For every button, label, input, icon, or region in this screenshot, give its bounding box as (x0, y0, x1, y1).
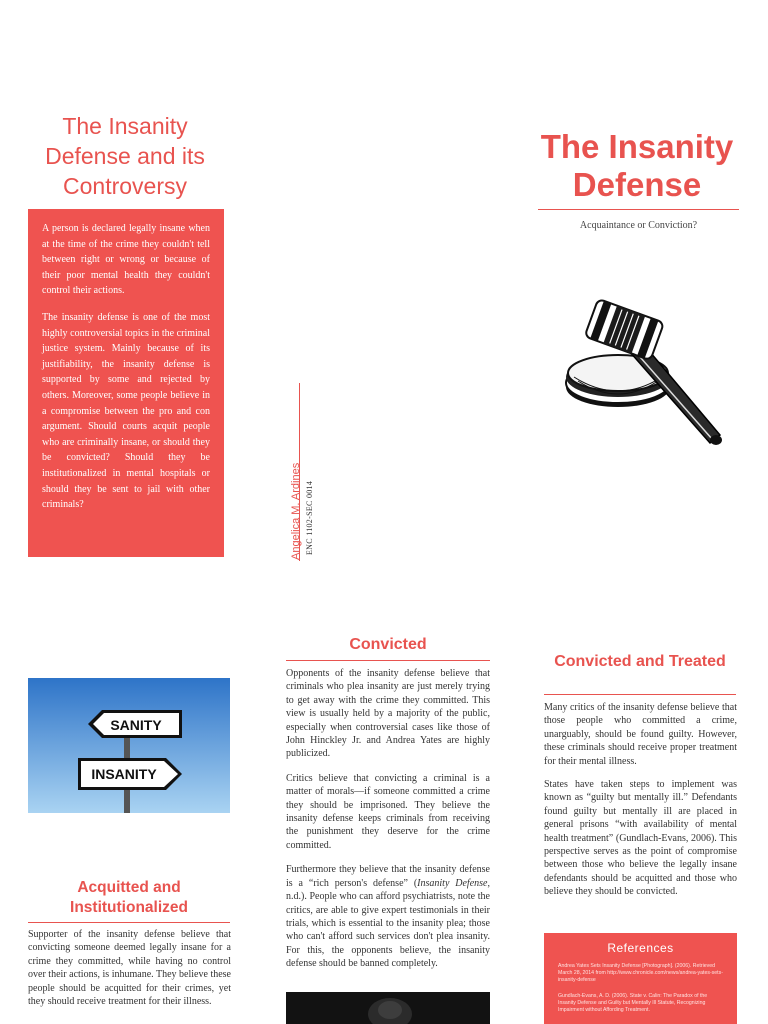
citation-title: Insanity Defense (417, 877, 488, 889)
intro-paragraph: The insanity defense is one of the most highly controversial topics in the criminal justice system. Mainly because of its justifiability, the insanity defense is supported by some and rejected by others. Moreover, some people believe in a compromise between the pro and con argument. Should courts acquit people who are criminally insane, or should they be convicted? Should they be institutionalized in mental hospitals or should they be sent to jail with other criminals? (42, 311, 210, 511)
cover-title: The Insanity Defense (540, 128, 734, 203)
paragraph-text: , n.d.). People who can afford psychiatrists, note the critics, are able to give expert testimonials in their trials, which is essential to the insanity plea; those who can't afford such services don't plea insanity. For this, the opponents believe, the insanity defense should be banned completely. (286, 877, 490, 970)
panel-title: The Insanity Defense and its Controversy (45, 113, 205, 199)
references-title: References (607, 941, 674, 955)
reference-entry: Andrea Yates Sets Insanity Defense [Photograph]. (2006). Retrieved March 28, 2014 from http://www.chronicle.com/news/andrea-yates-sets-insanity-defense (558, 963, 723, 983)
cover-divider (538, 209, 739, 210)
section-title-convicted-treated: Convicted and Treated (554, 653, 726, 670)
section-divider (28, 922, 230, 923)
acquitted-text: Supporter of the insanity defense believe that convicting someone deemed legally insane for a crime they committed, while having no control over their actions, is inhumane. They believe these people should be acquitted for their crimes, yet they should receive treatment for their illness. (28, 929, 231, 1008)
convicted-paragraph: Critics believe that convicting a criminal is a matter of morals—if someone committed a crime they should be imprisoned. They believe the insanity defense keeps criminals from receiving the punishment they deserve for the crime committed. (286, 772, 490, 851)
courtroom-photo (286, 992, 490, 1024)
convicted-treated-paragraph: Many critics of the insanity defense believe that those people who committed a crime, unarguably, should be found guilty. However, these criminals should receive proper treatment for their mental illness. (544, 702, 737, 767)
intro-box (28, 209, 224, 557)
section-divider (286, 660, 490, 661)
convicted-treated-paragraph: States have taken steps to implement was known as “guilty but mentally ill.” Defendants found guilty but mentally ill are placed in general prisons “with availability of mental health treatment” (Gundlach-Evans, 2006). This perspective serves as the point of compromise between those who believe the legally insane defendants should be acquitted and those who believe they should be convicted. (544, 779, 737, 898)
gavel-head (585, 299, 664, 361)
insanity-sign (78, 758, 182, 790)
sanity-sign-label: SANITY (110, 717, 162, 733)
intro-paragraph: A person is declared legally insane when at the time of the crime they couldn't tell between right or wrong or because of their poor mental health they couldn't control their actions. (42, 223, 210, 297)
convicted-treated-text (544, 701, 737, 909)
paragraph-text: Furthermore they believe that the insanity defense is a “rich person's defense” ( (286, 864, 490, 889)
convicted-paragraph: Opponents of the insanity defense believe that criminals who plea insanity are just merely trying to get away with the crime they committed. This view is usually held by a majority of the public, especially when controversial cases like those of John Hinckley Jr. and Andrea Yates are highly publicized. (286, 668, 490, 760)
author-name: Angelica M. Ardines (290, 462, 302, 560)
references-box (544, 933, 737, 1024)
cover-subtitle: Acquaintance or Conviction? (579, 220, 698, 231)
reference-entry: Gundlach-Evans, A. D. (2006). State v. Calin: The Paradox of the Insanity Defense and Guilty but Mentally Ill Statute, Recognizing Impairment without Affording Treatment. (558, 993, 708, 1013)
insanity-sign-label: INSANITY (91, 766, 157, 782)
sanity-sign (88, 710, 182, 738)
convicted-text (286, 667, 490, 982)
sanity-insanity-signs-photo (28, 678, 230, 813)
convicted-paragraph (286, 863, 490, 970)
course-code: ENC 1102-SEC 0014 (305, 480, 314, 555)
section-title-convicted: Convicted (349, 636, 427, 653)
gavel-illustration (560, 295, 730, 460)
section-title-acquitted: Acquitted and Institutionalized (70, 879, 188, 916)
section-divider (544, 694, 736, 695)
